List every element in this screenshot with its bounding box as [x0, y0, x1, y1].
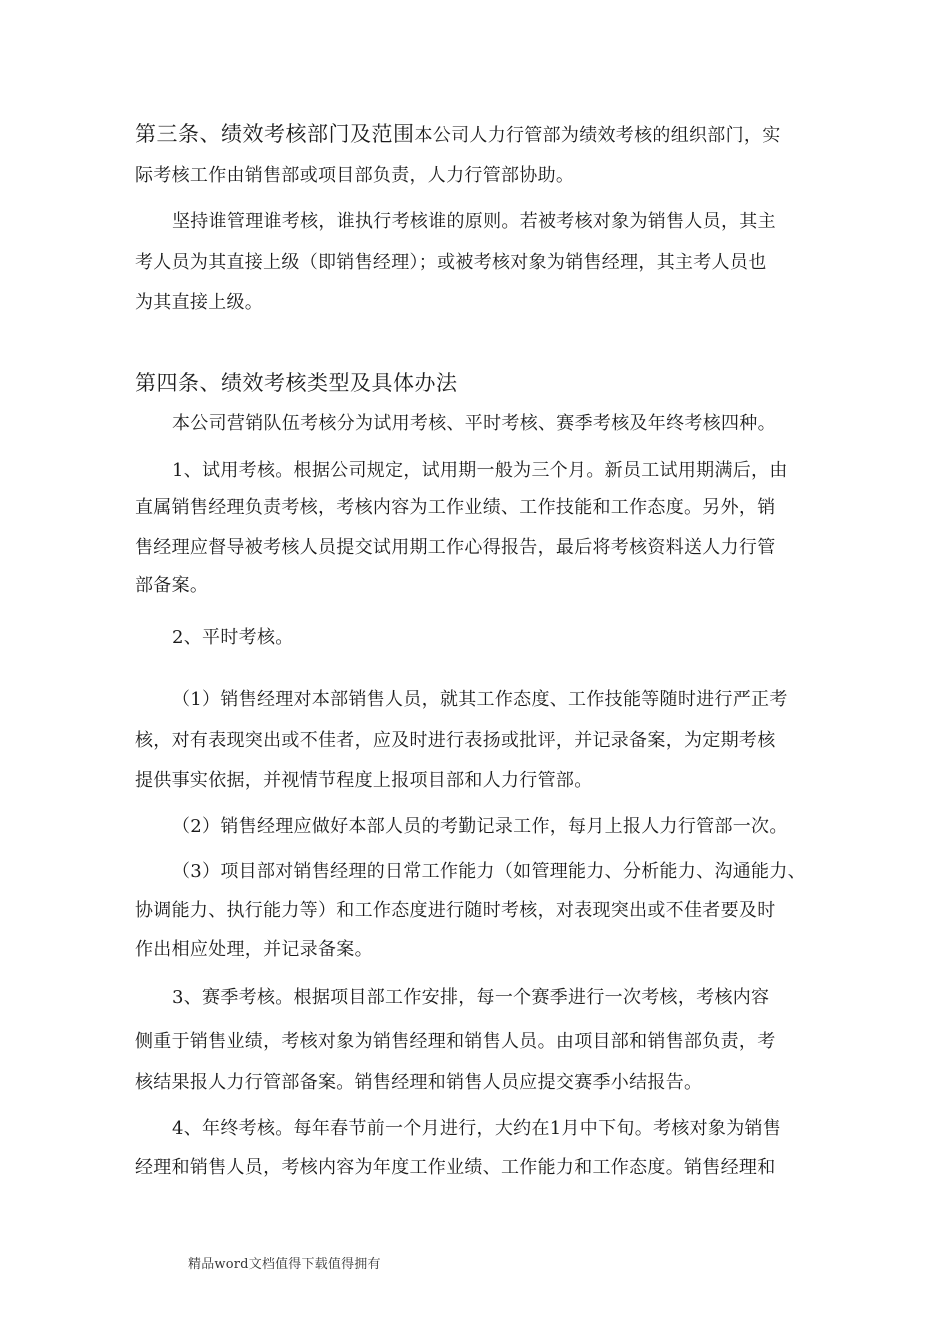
item3-line3: 核结果报人力行管部备案。销售经理和销售人员应提交赛季小结报告。: [135, 1072, 703, 1093]
item2-3-line3: 作出相应处理，并记录备案。: [135, 939, 373, 960]
item2-1-line3: 提供事实依据，并视情节程度上报项目部和人力行管部。: [135, 770, 593, 791]
item2-2: （2）销售经理应做好本部人员的考勤记录工作，每月上报人力行管部一次。: [172, 816, 788, 837]
item2-1-line2: 核，对有表现突出或不佳者，应及时进行表扬或批评，并记录备案，为定期考核: [135, 730, 776, 751]
article4-intro: 本公司营销队伍考核分为试用考核、平时考核、赛季考核及年终考核四种。: [172, 413, 776, 434]
item1-line4: 部备案。: [135, 575, 209, 596]
article3-heading: 第三条、绩效考核部门及范围: [135, 122, 415, 146]
article4-heading: 第四条、绩效考核类型及具体办法: [135, 371, 458, 395]
article3-line1: [135, 122, 781, 148]
item1-line1: 1、试用考核。根据公司规定，试用期一般为三个月。新员工试用期满后，由: [172, 460, 788, 481]
item3-line2: 侧重于销售业绩，考核对象为销售经理和销售人员。由项目部和销售部负责，考: [135, 1031, 776, 1052]
item1-line3: 售经理应督导被考核人员提交试用期工作心得报告，最后将考核资料送人力行管: [135, 537, 776, 558]
item4-line2: 经理和销售人员，考核内容为年度工作业绩、工作能力和工作态度。销售经理和: [135, 1157, 776, 1178]
article3-line2: 际考核工作由销售部或项目部负责，人力行管部协助。: [135, 165, 575, 186]
page-footer: 精品word文档值得下载值得拥有: [188, 1257, 381, 1272]
article3-line1-text: 本公司人力行管部为绩效考核的组织部门，实: [414, 125, 781, 146]
article3-para2-line3: 为其直接上级。: [135, 292, 264, 313]
article3-para2-line2: 考人员为其直接上级（即销售经理）；或被考核对象为销售经理，其主考人员也: [135, 252, 767, 273]
item3-line1: 3、赛季考核。根据项目部工作安排，每一个赛季进行一次考核，考核内容: [172, 987, 770, 1008]
item2-heading: 2、平时考核。: [172, 627, 294, 648]
item2-3-line1: （3）项目部对销售经理的日常工作能力（如管理能力、分析能力、沟通能力、: [172, 861, 806, 882]
item2-1-line1: （1）销售经理对本部销售人员，就其工作态度、工作技能等随时进行严正考: [172, 689, 788, 710]
article3-para2-line1: 坚持谁管理谁考核，谁执行考核谁的原则。若被考核对象为销售人员，其主: [172, 211, 776, 232]
item4-line1: 4、年终考核。每年春节前一个月进行，大约在1月中下旬。考核对象为销售: [172, 1118, 782, 1139]
item2-3-line2: 协调能力、执行能力等）和工作态度进行随时考核，对表现突出或不佳者要及时: [135, 900, 776, 921]
item1-line2: 直属销售经理负责考核，考核内容为工作业绩、工作技能和工作态度。另外，销: [135, 497, 776, 518]
